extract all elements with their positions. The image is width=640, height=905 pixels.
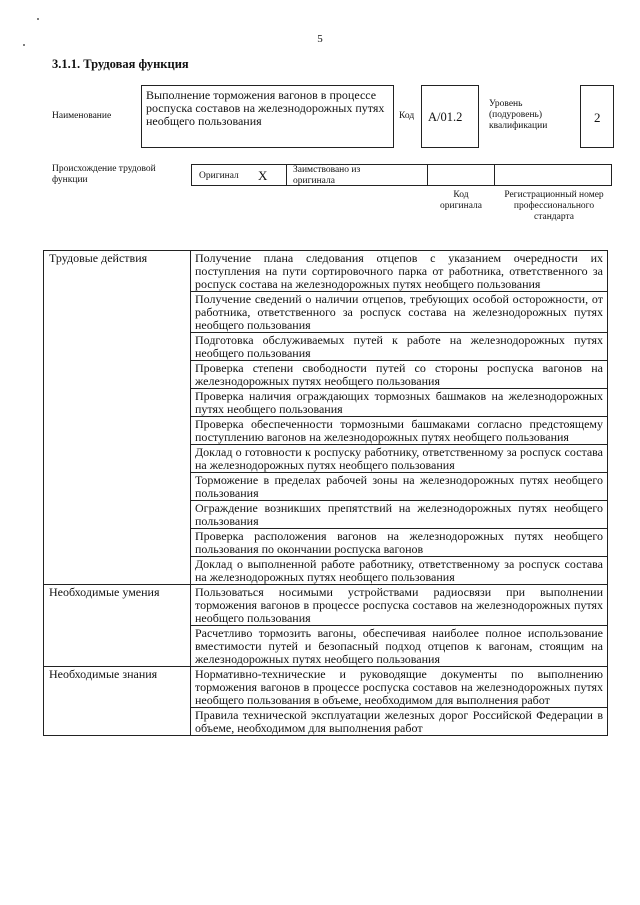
level-label: Уровень (подуровень) квалификации xyxy=(489,99,548,131)
labor-action: Торможение в пределах рабочей зоны на железнодорожных путях необщего пользования xyxy=(191,473,608,501)
function-name: Выполнение торможения вагонов в процессе роспуска составов на железнодорожных путях необщего пользования xyxy=(146,88,385,128)
labor-action: Ограждение возникших препятствий на железнодорожных путях необщего пользования xyxy=(191,501,608,529)
reg-number-label: Регистрационный номер профессионального стандарта xyxy=(504,190,604,222)
code-box xyxy=(421,85,479,148)
name-label: Наименование xyxy=(52,111,112,121)
table-row xyxy=(44,667,608,708)
origin-label: Происхождение трудовой функции xyxy=(52,164,156,185)
labor-action: Получение сведений о наличии отцепов, требующих особой осторожности, от работника, ответственного за роспуск состава на железнодорожных путях необщего пользования xyxy=(191,292,608,333)
required-knowledge: Правила технической эксплуатации железных дорог Российской Федерации в объеме, необходимом для выполнения работ xyxy=(191,708,608,736)
labor-action: Проверка расположения вагонов на железнодорожных путях необщего пользования по окончании роспуска вагонов xyxy=(191,529,608,557)
labor-action: Доклад о выполненной работе работнику, ответственному за роспуск состава на железнодорожных путях необщего пользования xyxy=(191,557,608,585)
page-number: 5 xyxy=(317,33,323,45)
original-mark: X xyxy=(258,168,268,183)
category-cell: Необходимые умения xyxy=(44,585,191,667)
level-box xyxy=(580,85,614,148)
origin-reg-cell xyxy=(494,164,612,186)
labor-action: Подготовка обслуживаемых путей к работе на железнодорожных путях необщего пользования xyxy=(191,333,608,361)
code-value: А/01.2 xyxy=(428,110,463,124)
category-cell: Трудовые действия xyxy=(44,251,191,585)
origin-borrowed-cell xyxy=(286,164,428,186)
table-row xyxy=(44,585,608,626)
original-label: Оригинал xyxy=(199,171,239,181)
required-knowledge: Нормативно-технические и руководящие документы по выполнению торможения вагонов в процессе роспуска составов на железнодорожных путях необщего пользования в объеме, необходимом для выполнения работ xyxy=(191,667,608,708)
function-details-table xyxy=(43,250,608,736)
origin-code-cell xyxy=(427,164,495,186)
required-skill: Пользоваться носимыми устройствами радиосвязи при выполнении торможения вагонов в процессе роспуска составов на железнодорожных путях необщего пользования xyxy=(191,585,608,626)
scan-speck xyxy=(37,18,39,20)
required-skill: Расчетливо тормозить вагоны, обеспечивая наиболее полное использование вместимости путей и безопасный подход отцепов к вагонам, стоящим на железнодорожных путях необщего пользования xyxy=(191,626,608,667)
labor-action: Доклад о готовности к роспуску работнику, ответственному за роспуск состава на железнодорожных путях необщего пользования xyxy=(191,445,608,473)
labor-action: Проверка наличия ограждающих тормозных башмаков на железнодорожных путях необщего пользования xyxy=(191,389,608,417)
category-cell: Необходимые знания xyxy=(44,667,191,736)
code-label: Код xyxy=(399,111,415,121)
level-value: 2 xyxy=(594,110,601,125)
borrowed-label: Заимствовано из оригинала xyxy=(293,165,361,186)
section-title: 3.1.1. Трудовая функция xyxy=(52,57,189,71)
labor-action: Проверка степени свободности путей со стороны роспуска вагонов на железнодорожных путях необщего пользования xyxy=(191,361,608,389)
labor-action: Проверка обеспеченности тормозными башмаками согласно предстоящему поступлению вагонов на железнодорожных путях необщего пользования xyxy=(191,417,608,445)
origin-original-cell xyxy=(191,164,287,186)
code-original-label: Код оригинала xyxy=(440,190,482,211)
function-name-box xyxy=(141,85,394,148)
labor-action: Получение плана следования отцепов с указанием очередности их поступления на пути сортировочного парка от работника, ответственного за роспуск состава на железнодорожных путях необщего пользования xyxy=(191,251,608,292)
table-row xyxy=(44,251,608,292)
